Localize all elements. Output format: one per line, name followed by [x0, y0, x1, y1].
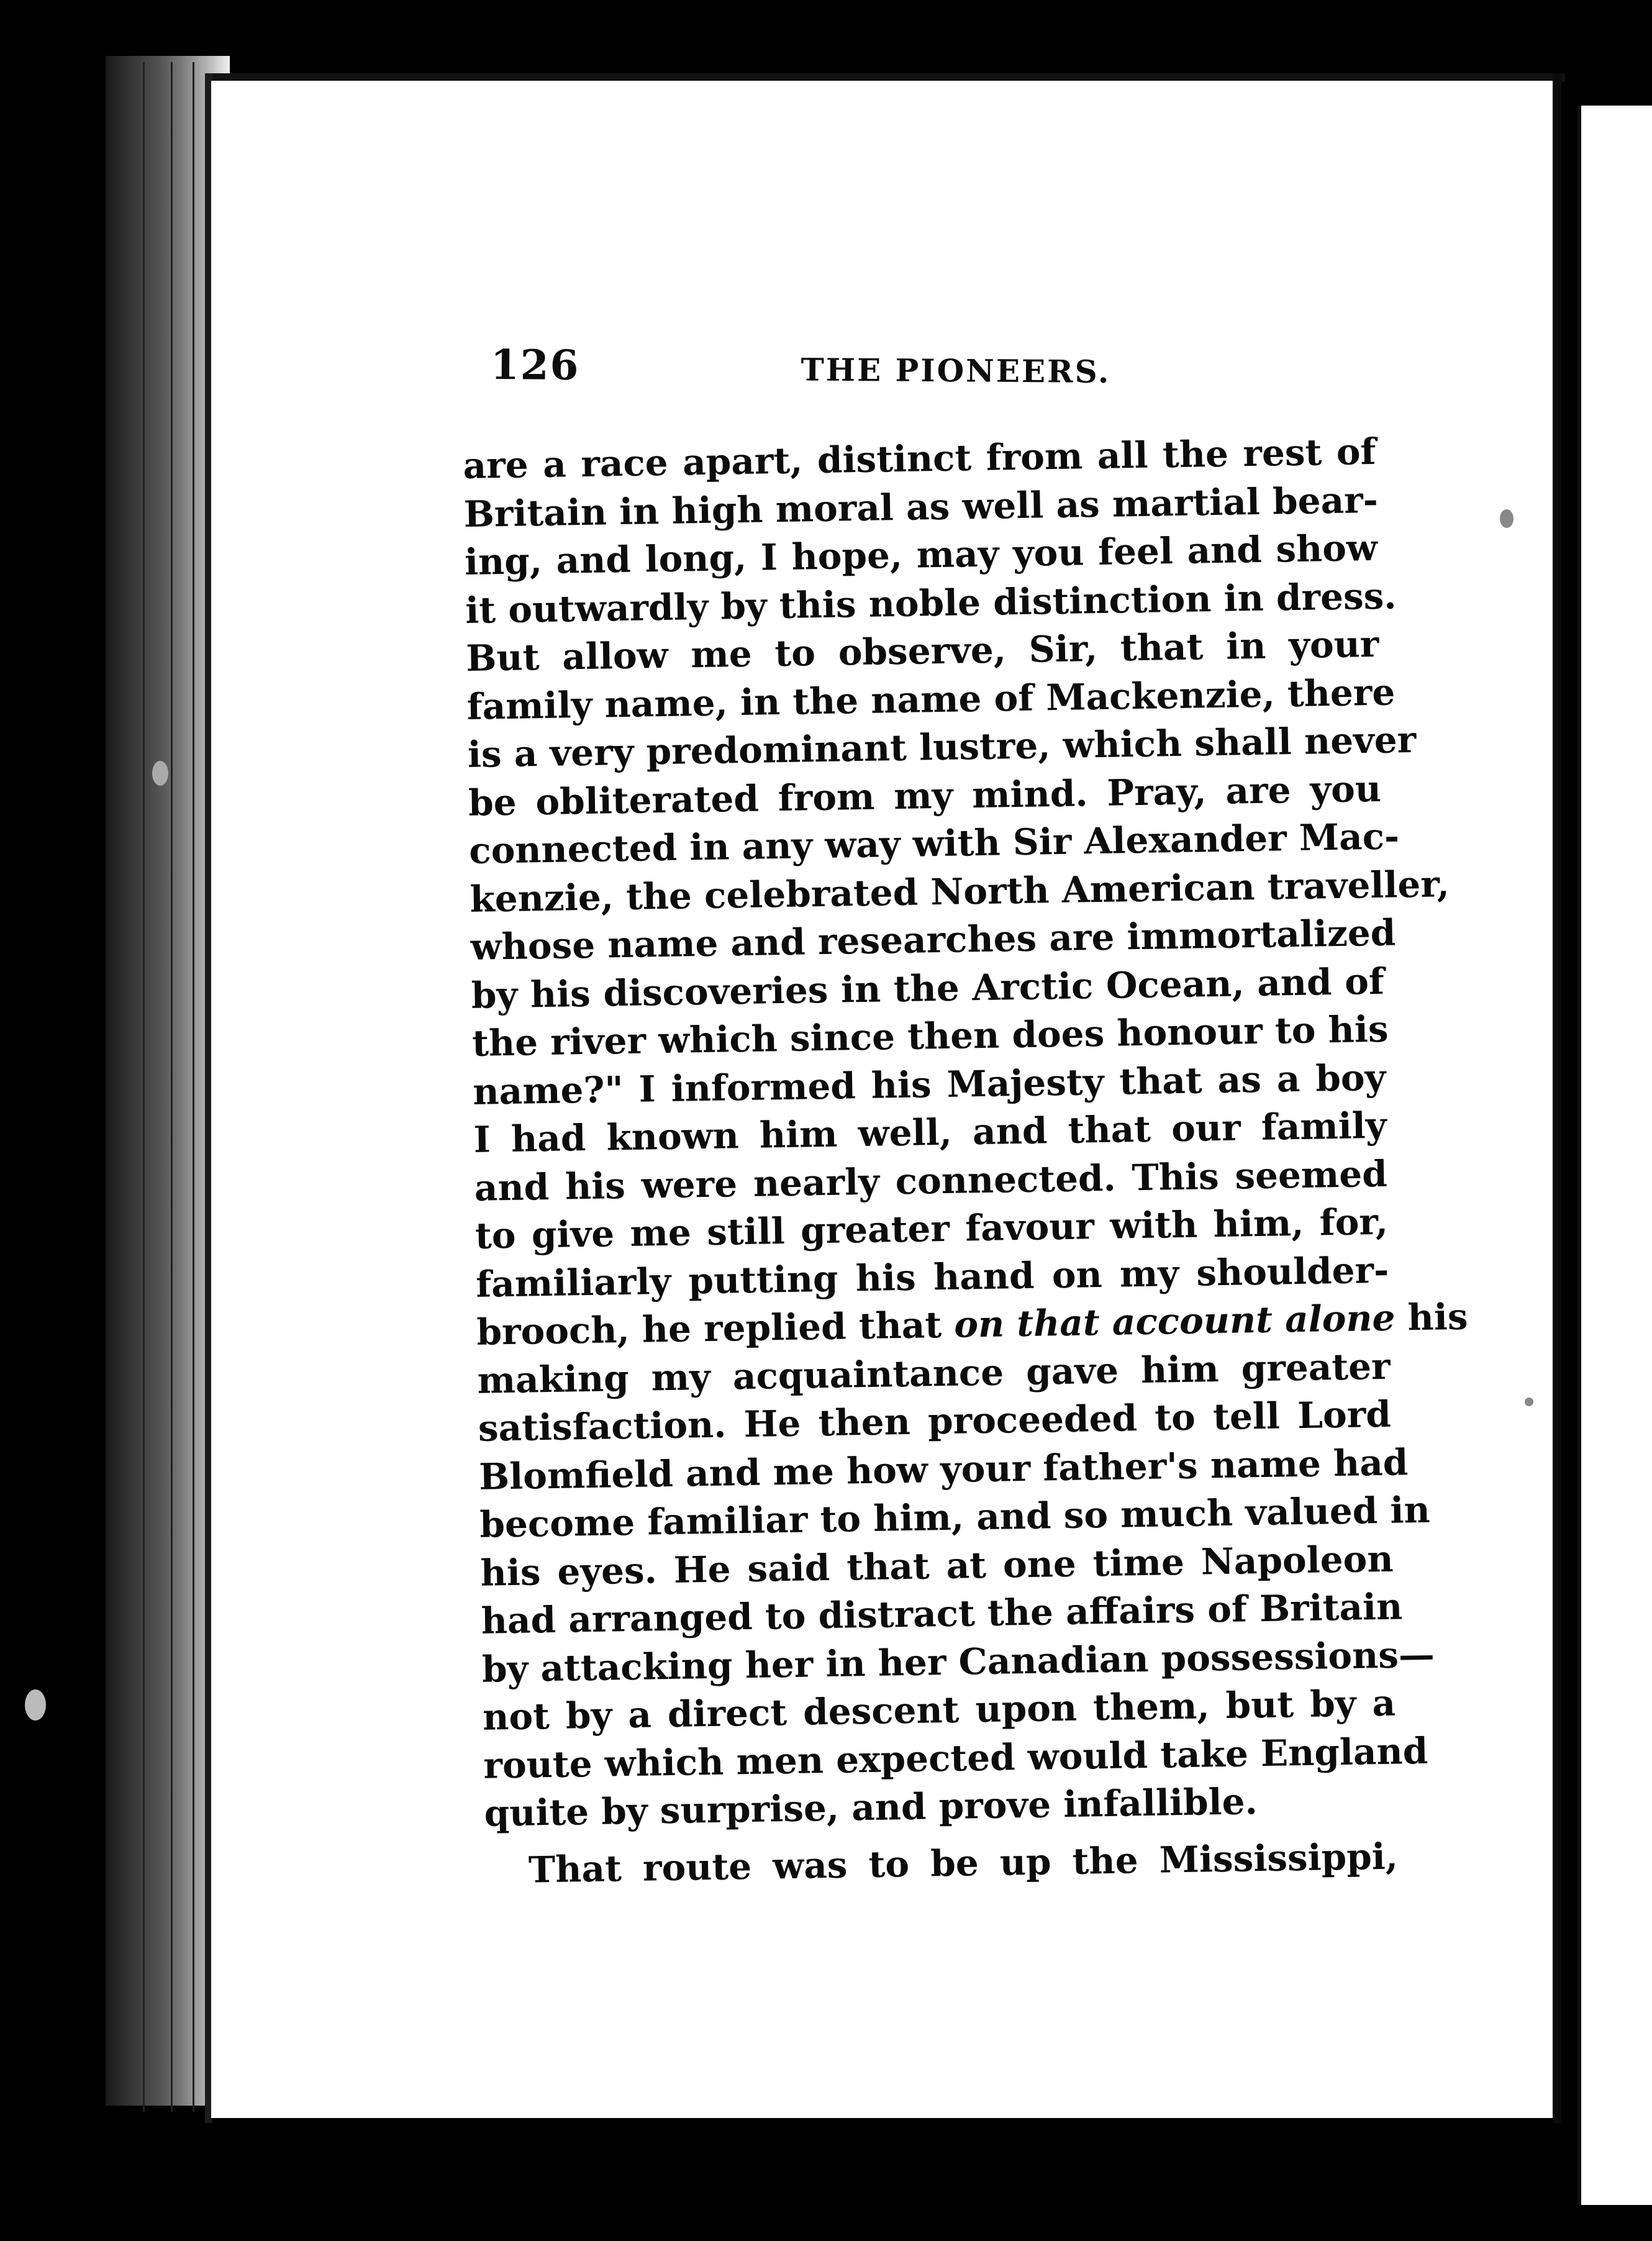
- text-line: route which men expected would take England: [483, 1729, 1428, 1787]
- text-line: ing, and long, I hope, may you feel and show: [464, 526, 1378, 583]
- text-line: kenzie, the celebrated North American traveller,: [470, 862, 1450, 920]
- text-line: But allow me to observe, Sir, that in your: [465, 622, 1379, 680]
- page-right-border: [1553, 73, 1561, 2123]
- facing-page-edge: [1577, 106, 1652, 2205]
- text-line: his eyes. He said that at one time Napoleon: [480, 1537, 1394, 1594]
- page-header: [490, 340, 1360, 402]
- scan-speck: [1525, 1398, 1533, 1406]
- text-line: by attacking her in her Canadian possessions—: [481, 1633, 1435, 1691]
- text-line: familiarly putting his hand on my shoulder-: [475, 1248, 1389, 1306]
- text-line: become familiar to him, and so much valued in: [479, 1488, 1431, 1546]
- text-line: Blomfield and me how your father's name had: [478, 1440, 1409, 1498]
- text-line: are a race apart, distinct from all the rest of: [463, 430, 1376, 487]
- scan-speck: [152, 761, 168, 786]
- scan-speck: [25, 1689, 46, 1721]
- italic-phrase: on that account alone: [953, 1296, 1396, 1346]
- text-line: had arranged to distract the affairs of Britain: [481, 1585, 1403, 1642]
- page-edge-line: [193, 62, 194, 2112]
- text-line: not by a direct descent upon them, but by a: [482, 1681, 1396, 1739]
- text-line: to give me still greater favour with him, for,: [474, 1200, 1389, 1257]
- scan-speck: [1500, 509, 1514, 528]
- text-line: the river which since then does honour to his: [471, 1007, 1389, 1065]
- body-text: [463, 428, 1468, 1895]
- page-edge-line: [171, 62, 173, 2112]
- page-edge-line: [143, 62, 145, 2112]
- text-line: whose name and researches are immortalized: [470, 911, 1396, 968]
- text-line: I had known him well, and that our family: [473, 1104, 1387, 1161]
- text-line: it outwardly by this noble distinction in dress.: [465, 574, 1397, 632]
- text-segment: his: [1407, 1295, 1468, 1339]
- text-line: by his discoveries in the Arctic Ocean, and of: [471, 960, 1385, 1017]
- text-line: name?" I informed his Majesty that as a boy: [472, 1056, 1386, 1113]
- text-line: family name, in the name of Mackenzie, there: [466, 670, 1396, 728]
- page-number: 126: [490, 340, 580, 390]
- text-line: be obliterated from my mind. Pray, are you: [468, 767, 1382, 824]
- text-line-paragraph-start: That route was to be up the Mississippi,: [528, 1835, 1399, 1891]
- text-line: is a very predominant lustre, which shall never: [467, 718, 1417, 776]
- text-segment: brooch, he replied that: [476, 1304, 942, 1353]
- text-line: and his were nearly connected. This seemed: [474, 1152, 1388, 1209]
- text-line: satisfaction. He then proceeded to tell Lord: [478, 1393, 1392, 1450]
- text-line: making my acquaintance gave him greater: [477, 1345, 1391, 1402]
- text-line-paragraph-end: quite by surprise, and prove infallible.: [484, 1780, 1258, 1835]
- text-line: connected in any way with Sir Alexander Mac-: [468, 815, 1400, 872]
- running-head: THE PIONEERS.: [801, 351, 1111, 390]
- text-line: Britain in high moral as well as martial bear-: [463, 478, 1379, 535]
